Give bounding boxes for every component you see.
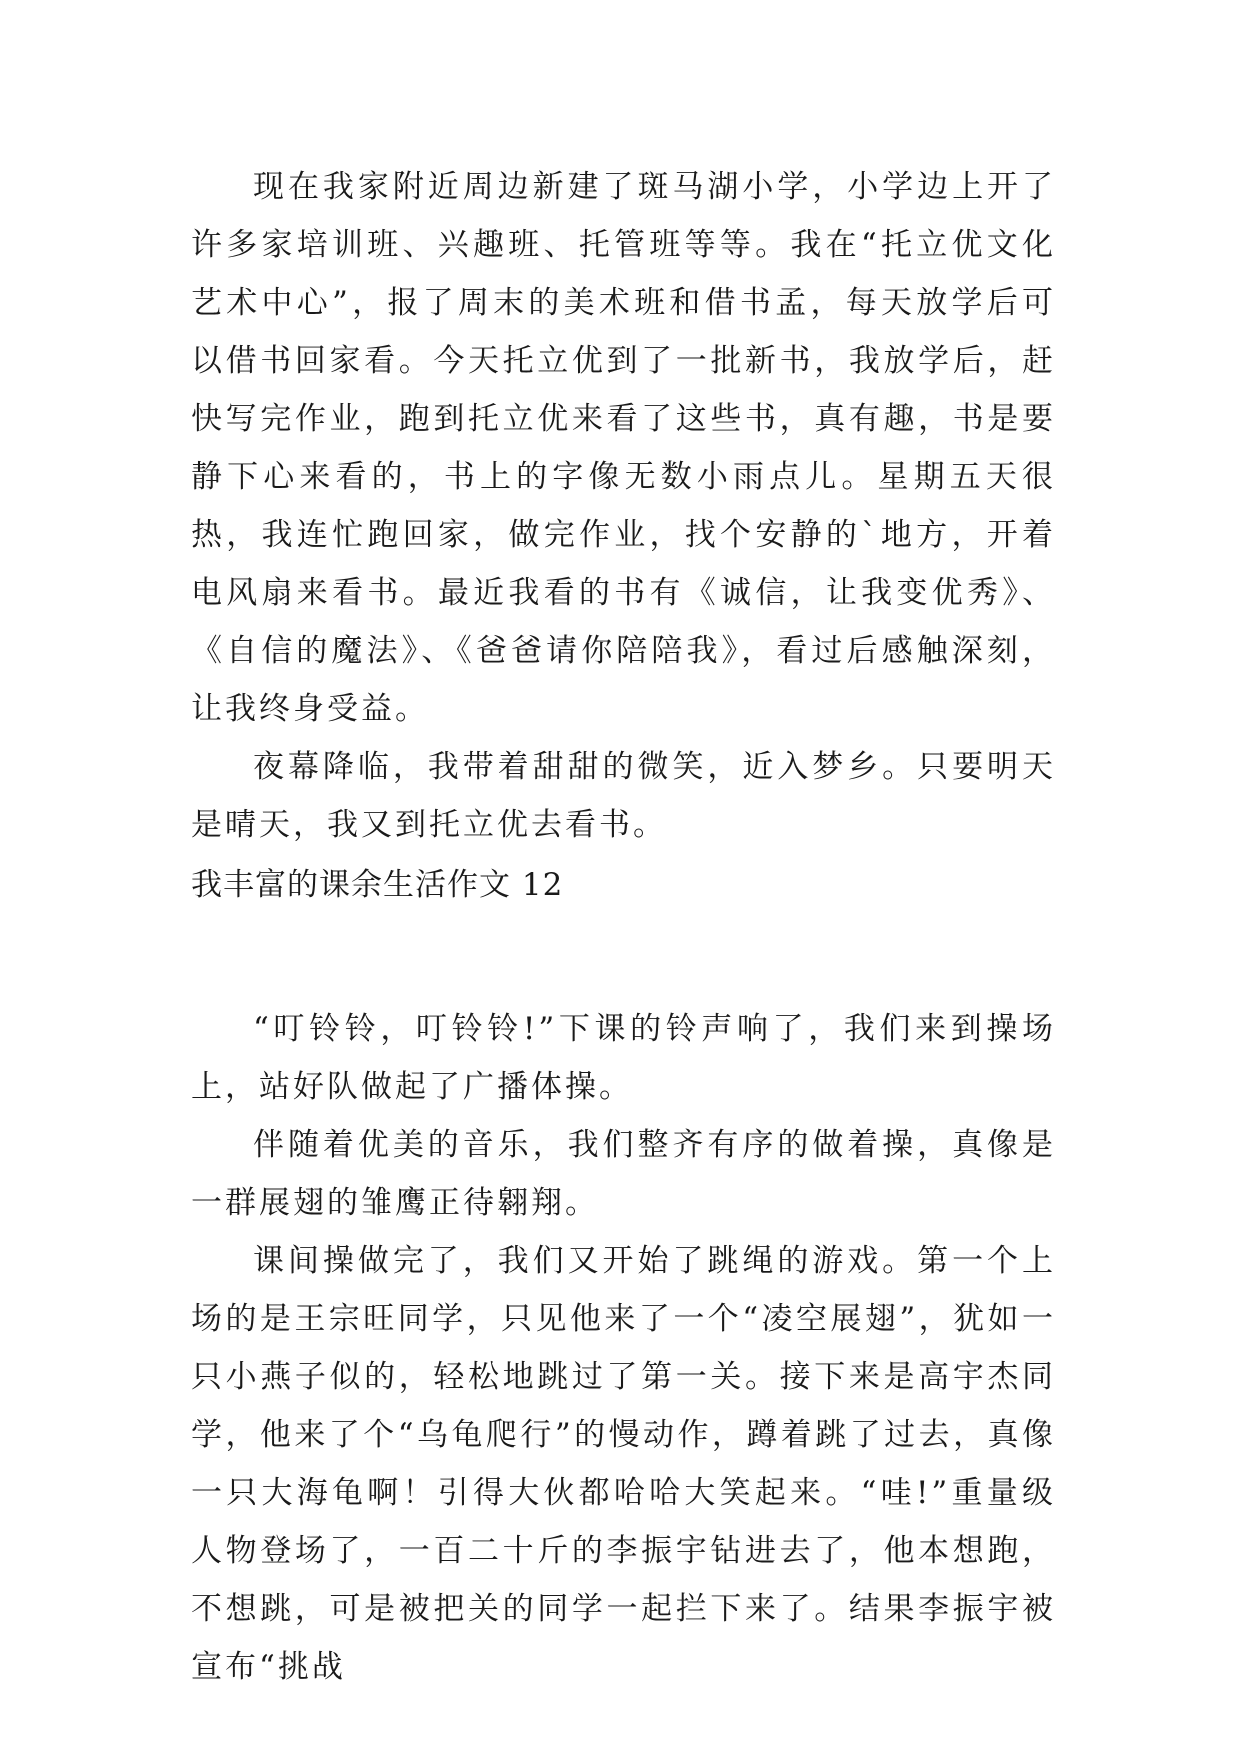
- body-paragraph: 现在我家附近周边新建了斑马湖小学，小学边上开了许多家培训班、兴趣班、托管班等等。我在“托立优文化艺术中心”，报了周末的美术班和借书孟，每天放学后可以借书回家看。今天托立优到了一批新书，我放学后，赶快写完作业，跑到托立优来看了这些书，真有趣，书是要静下心来看的，书上的字像无数小雨点儿。星期五天很热，我连忙跑回家，做完作业，找个安静的`地方，开着电风扇来看书。最近我看的书有《诚信，让我变优秀》、《自信的魔法》、《爸爸请你陪陪我》，看过后感触深刻，让我终身受益。: [191, 169, 1056, 727]
- body-paragraph: “叮铃铃，叮铃铃!”下课的铃声响了，我们来到操场上，站好队做起了广播体操。: [191, 1011, 1056, 1105]
- section-two-body: [191, 1000, 1056, 1696]
- section-one-body: [191, 158, 1056, 854]
- section-two-heading: [191, 856, 1056, 914]
- body-paragraph: 伴随着优美的音乐，我们整齐有序的做着操，真像是一群展翅的雏鹰正待翱翔。: [191, 1127, 1056, 1221]
- section-title: 我丰富的课余生活作文 12: [191, 867, 564, 903]
- body-paragraph: 夜幕降临，我带着甜甜的微笑，近入梦乡。只要明天是晴天，我又到托立优去看书。: [191, 749, 1056, 843]
- body-paragraph: 课间操做完了，我们又开始了跳绳的游戏。第一个上场的是王宗旺同学，只见他来了一个“凌空展翅”，犹如一只小燕子似的，轻松地跳过了第一关。接下来是高宇杰同学，他来了个“乌龟爬行”的慢动作，蹲着跳了过去，真像一只大海龟啊！引得大伙都哈哈大笑起来。“哇!”重量级人物登场了，一百二十斤的李振宇钻进去了，他本想跑，不想跳，可是被把关的同学一起拦下来了。结果李振宇被宣布“挑战: [191, 1243, 1056, 1685]
